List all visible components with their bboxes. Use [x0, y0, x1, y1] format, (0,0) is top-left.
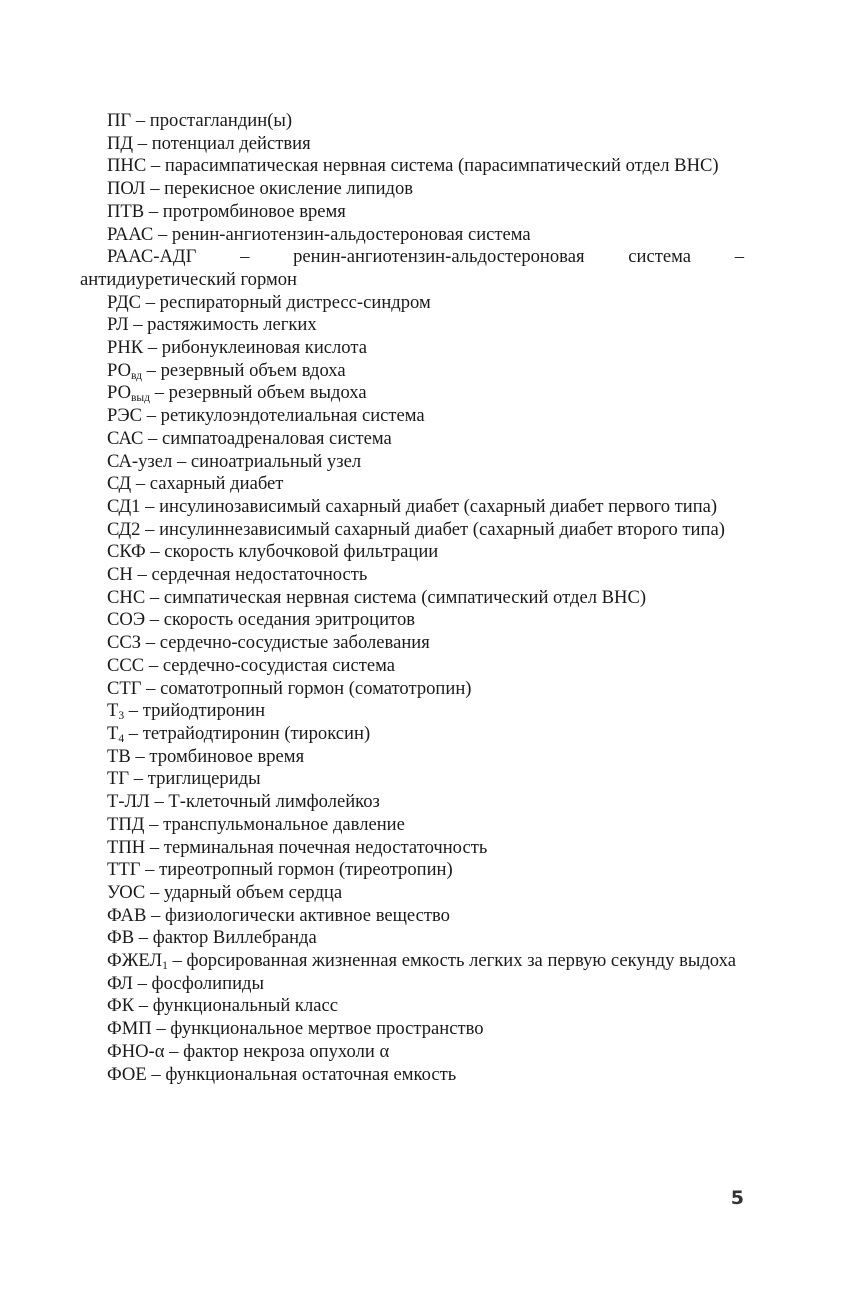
abbreviation-definition: Т-клеточный лимфолейкоз — [168, 791, 380, 813]
abbreviation-definition: растяжимость легких — [147, 314, 317, 336]
abbreviation-entry — [80, 110, 744, 133]
abbreviation-dash: – — [146, 359, 156, 381]
abbreviation-dash: – — [128, 722, 139, 744]
abbreviation-subscript: 1 — [162, 959, 168, 972]
abbreviation-term: ПД — [107, 132, 134, 154]
abbreviation-subscript: 3 — [118, 710, 125, 723]
abbreviation-term: СНС — [107, 586, 146, 608]
abbreviation-definition: функциональный класс — [152, 995, 339, 1017]
abbreviation-dash: – — [154, 382, 164, 404]
abbreviation-term: ФК — [107, 995, 135, 1017]
abbreviation-entry — [80, 882, 744, 905]
abbreviation-dash: – — [149, 881, 160, 903]
abbreviation-term: $Т_4$ — [107, 722, 125, 745]
abbreviation-entry — [80, 360, 744, 383]
abbreviation-definition: триглицериды — [147, 768, 261, 790]
abbreviation-definition: ретикулоэндотелиальная система — [160, 405, 425, 427]
abbreviation-definition: ренин-ангиотензин-альдостероновая система – антидиуретический гормон — [80, 246, 744, 290]
abbreviation-definition: сахарный диабет — [149, 473, 284, 495]
abbreviation-definition: перекисное окисление липидов — [164, 178, 414, 200]
abbreviation-term: $ФЖЕЛ_1$ — [107, 950, 168, 972]
abbreviation-dash: – — [133, 768, 144, 790]
abbreviation-dash: – — [145, 291, 155, 313]
abbreviation-list — [80, 110, 744, 1086]
abbreviation-subscript: 4 — [118, 732, 125, 745]
page-number: 5 — [730, 1187, 744, 1209]
abbreviation-definition: физиологически активное вещество — [164, 904, 450, 926]
abbreviation-term: ТТГ — [107, 859, 141, 881]
abbreviation-term: ТГ — [107, 768, 130, 790]
abbreviation-term: ТВ — [107, 745, 131, 767]
abbreviation-definition: функциональное мертвое пространство — [170, 1018, 484, 1040]
abbreviation-entry — [80, 201, 744, 224]
abbreviation-definition: тетрайодтиронин (тироксин) — [142, 722, 371, 744]
abbreviation-term: СД2 — [107, 518, 141, 540]
abbreviation-term: РААС — [107, 223, 154, 245]
abbreviation-term: ФОЕ — [107, 1063, 147, 1085]
abbreviation-entry — [80, 678, 744, 701]
abbreviation-dash: – — [149, 836, 160, 858]
abbreviation-definition: инсулиннезависимый сахарный диабет (сахарный диабет второго типа) — [159, 518, 725, 540]
abbreviation-term: ССС — [107, 654, 145, 676]
abbreviation-term: УОС — [107, 881, 146, 903]
abbreviation-entry — [80, 178, 744, 201]
abbreviation-dash: – — [149, 813, 159, 835]
abbreviation-dash: – — [145, 859, 155, 881]
abbreviation-entry — [80, 405, 744, 428]
abbreviation-dash: – — [145, 632, 156, 654]
abbreviation-term: ФВ — [107, 927, 135, 949]
abbreviation-dash: – — [176, 450, 187, 472]
abbreviation-definition: рибонуклеиновая кислота — [161, 337, 367, 359]
abbreviation-dash: – — [154, 791, 164, 813]
abbreviation-definition: функциональная остаточная емкость — [165, 1063, 457, 1085]
abbreviation-entry — [80, 814, 744, 837]
abbreviation-entry — [80, 541, 744, 564]
abbreviation-term: ФМП — [107, 1018, 152, 1040]
abbreviation-dash: – — [137, 132, 148, 154]
abbreviation-dash: – — [146, 405, 156, 427]
abbreviation-dash: – — [135, 473, 146, 495]
abbreviation-dash: – — [148, 654, 159, 676]
abbreviation-definition: ударный объем сердца — [163, 881, 343, 903]
abbreviation-definition: транспульмональное давление — [163, 813, 405, 835]
abbreviation-definition: протромбиновое время — [162, 200, 346, 222]
abbreviation-dash: – — [145, 518, 155, 540]
abbreviation-term: ФЛ — [107, 972, 133, 994]
abbreviation-entry — [80, 382, 744, 405]
abbreviation-entry — [80, 246, 744, 291]
abbreviation-entry — [80, 224, 744, 247]
abbreviation-definition: соматотропный гормон (соматотропин) — [160, 677, 472, 699]
abbreviation-term: СД — [107, 473, 132, 495]
abbreviation-definition: простагландин(ы) — [149, 110, 293, 131]
abbreviation-definition: симпатоадреналовая система — [162, 427, 392, 449]
abbreviation-subscript: выд — [131, 392, 151, 405]
abbreviation-term: ФНО-α — [107, 1040, 165, 1062]
abbreviation-entry — [80, 609, 744, 632]
abbreviation-entry — [80, 950, 744, 973]
abbreviation-entry — [80, 496, 744, 519]
abbreviation-entry — [80, 587, 744, 610]
abbreviation-term: ТПН — [107, 836, 146, 858]
abbreviation-dash: – — [150, 541, 160, 563]
abbreviation-dash: – — [148, 200, 159, 222]
abbreviation-entry — [80, 473, 744, 496]
abbreviation-term: РААС-АДГ — [107, 246, 197, 268]
abbreviation-entry — [80, 995, 744, 1018]
abbreviation-entry — [80, 314, 744, 337]
abbreviation-entry — [80, 723, 744, 746]
abbreviation-entry — [80, 1064, 744, 1087]
abbreviation-term: $Т_3$ — [107, 700, 125, 723]
abbreviation-term: РНК — [107, 337, 144, 359]
abbreviation-entry — [80, 791, 744, 814]
abbreviation-entry — [80, 905, 744, 928]
abbreviation-term: ФАВ — [107, 904, 147, 926]
abbreviation-dash: – — [135, 110, 146, 131]
abbreviation-entry — [80, 519, 744, 542]
abbreviation-entry — [80, 133, 744, 156]
abbreviation-definition: резервный объем выдоха — [168, 382, 367, 404]
abbreviation-dash: – — [133, 314, 143, 336]
abbreviation-dash: – — [137, 972, 147, 994]
abbreviation-definition: резервный объем вдоха — [160, 359, 346, 381]
abbreviation-dash: – — [157, 223, 168, 245]
abbreviation-entry — [80, 428, 744, 451]
abbreviation-definition: сердечная недостаточность — [151, 564, 368, 586]
abbreviation-dash: – — [146, 677, 156, 699]
abbreviation-definition: потенциал действия — [151, 132, 311, 154]
abbreviation-dash: – — [172, 950, 182, 972]
abbreviation-dash: – — [169, 1040, 179, 1062]
abbreviation-definition: парасимпатическая нервная система (парасимпатический отдел ВНС) — [164, 155, 719, 177]
abbreviation-term: ПТВ — [107, 200, 145, 222]
abbreviation-definition: терминальная почечная недостаточность — [163, 836, 488, 858]
abbreviation-term: $РО_{выд}$ — [107, 382, 151, 405]
abbreviation-definition: трийодтиронин — [142, 700, 266, 722]
abbreviation-entry — [80, 564, 744, 587]
abbreviation-definition: форсированная жизненная емкость легких за первую секунду выдоха — [186, 950, 736, 972]
abbreviation-definition: инсулинозависимый сахарный диабет (сахарный диабет первого типа) — [159, 495, 718, 517]
abbreviation-term: СТГ — [107, 677, 142, 699]
abbreviation-term: СКФ — [107, 541, 146, 563]
abbreviation-definition: сердечно-сосудистая система — [162, 654, 395, 676]
abbreviation-definition: скорость клубочковой фильтрации — [164, 541, 439, 563]
abbreviation-dash: – — [151, 904, 161, 926]
abbreviation-dash: – — [138, 995, 149, 1017]
abbreviation-entry — [80, 655, 744, 678]
abbreviation-dash: – — [148, 427, 158, 449]
abbreviation-dash: – — [240, 246, 250, 268]
abbreviation-term: $РО_{вд}$ — [107, 359, 143, 382]
abbreviation-dash: – — [137, 564, 147, 586]
abbreviation-dash: – — [147, 337, 158, 359]
abbreviation-entry — [80, 746, 744, 769]
abbreviation-definition: тиреотропный гормон (тиреотропин) — [159, 859, 453, 881]
abbreviation-term: РЛ — [107, 314, 129, 336]
abbreviation-term: ТПД — [107, 813, 145, 835]
abbreviation-entry — [80, 927, 744, 950]
abbreviation-term: СА-узел — [107, 450, 173, 472]
abbreviation-dash: – — [138, 927, 149, 949]
abbreviation-definition: фактор Виллебранда — [152, 927, 317, 949]
abbreviation-entry — [80, 155, 744, 178]
abbreviation-term: ПОЛ — [107, 178, 146, 200]
abbreviation-term: ПГ — [107, 110, 132, 131]
abbreviation-subscript: вд — [131, 369, 143, 382]
abbreviation-definition: скорость оседания эритроцитов — [163, 609, 416, 631]
abbreviation-definition: ренин-ангиотензин-альдостероновая система — [171, 223, 531, 245]
abbreviation-definition: симпатическая нервная система (симпатический отдел ВНС) — [163, 586, 647, 608]
abbreviation-definition: фосфолипиды — [151, 972, 264, 994]
abbreviation-entry — [80, 451, 744, 474]
abbreviation-term: ССЗ — [107, 632, 142, 654]
abbreviation-entry — [80, 837, 744, 860]
abbreviation-entry — [80, 632, 744, 655]
abbreviation-dash: – — [149, 586, 160, 608]
abbreviation-definition: респираторный дистресс-синдром — [159, 291, 431, 313]
abbreviation-entry — [80, 700, 744, 723]
abbreviation-dash: – — [128, 700, 139, 722]
abbreviation-dash: – — [150, 155, 161, 177]
abbreviation-term: САС — [107, 427, 144, 449]
abbreviation-term: РДС — [107, 291, 142, 313]
abbreviation-entry — [80, 337, 744, 360]
abbreviation-dash: – — [149, 609, 160, 631]
abbreviation-entry — [80, 1041, 744, 1064]
abbreviation-dash: – — [156, 1018, 166, 1040]
abbreviation-term: РЭС — [107, 405, 143, 427]
abbreviation-entry — [80, 859, 744, 882]
abbreviation-dash: – — [151, 1063, 161, 1085]
abbreviation-definition: сердечно-сосудистые заболевания — [159, 632, 430, 654]
abbreviation-term: Т-ЛЛ — [107, 791, 150, 813]
abbreviation-entry — [80, 292, 744, 315]
abbreviation-definition: синоатриальный узел — [190, 450, 362, 472]
abbreviation-definition: тромбиновое время — [149, 745, 305, 767]
abbreviation-entry — [80, 973, 744, 996]
abbreviation-entry — [80, 1018, 744, 1041]
abbreviation-dash: – — [135, 745, 145, 767]
abbreviation-dash: – — [150, 178, 160, 200]
abbreviation-term: ПНС — [107, 155, 147, 177]
abbreviation-term: СН — [107, 564, 133, 586]
abbreviation-definition: фактор некроза опухоли α — [183, 1040, 390, 1062]
abbreviation-entry — [80, 768, 744, 791]
abbreviation-dash: – — [145, 495, 155, 517]
abbreviation-term: СОЭ — [107, 609, 146, 631]
abbreviation-term: СД1 — [107, 495, 141, 517]
